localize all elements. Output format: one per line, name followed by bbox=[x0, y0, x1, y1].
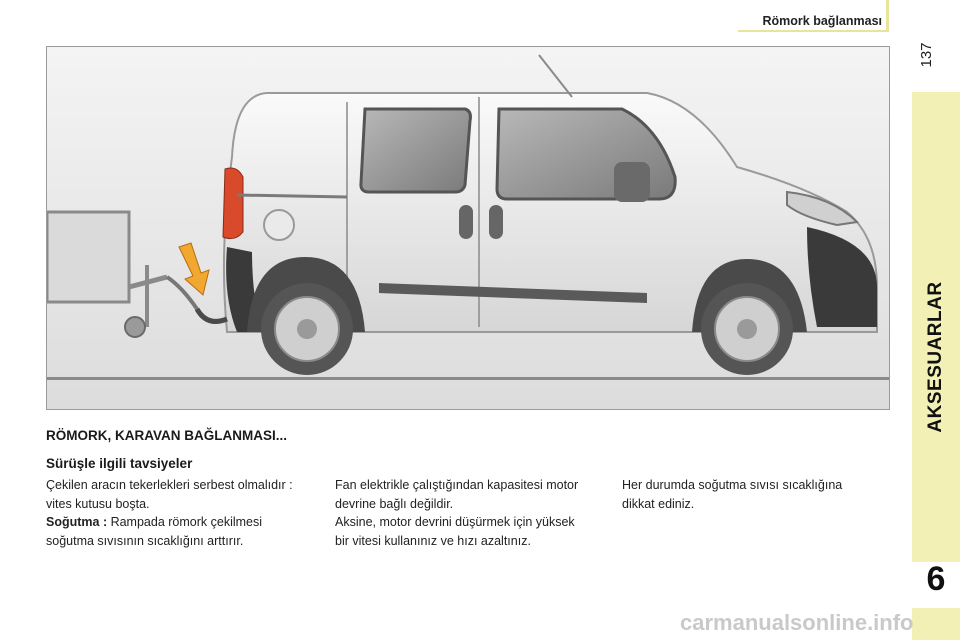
text-column-3 bbox=[622, 476, 882, 513]
chapter-number: 6 bbox=[926, 560, 946, 598]
section-heading: RÖMORK, KARAVAN BAĞLANMASI... bbox=[46, 428, 287, 443]
col3-line2: dikkat ediniz. bbox=[622, 496, 695, 511]
col2-line4: bir vitesi kullanınız ve hızı azaltınız. bbox=[335, 533, 531, 548]
col2-line2: devrine bağlı değildir. bbox=[335, 496, 454, 511]
watermark: carmanualsonline.info bbox=[680, 610, 914, 635]
text-column-2 bbox=[335, 476, 610, 550]
van-illustration-svg bbox=[47, 47, 890, 410]
text-column-1 bbox=[46, 476, 326, 550]
col1-line1: Çekilen aracın tekerlekleri serbest olmalıdır : bbox=[46, 478, 293, 492]
page-header-title: Römork bağlanması bbox=[762, 14, 882, 28]
chapter-side-tab bbox=[912, 92, 960, 640]
van-trailer-illustration bbox=[46, 46, 890, 410]
chapter-tab-label: AKSESUARLAR bbox=[925, 281, 946, 433]
col1-line2: vites kutusu boşta. bbox=[46, 496, 150, 511]
rear-wheel bbox=[261, 283, 353, 375]
page-number: 137 bbox=[918, 42, 935, 68]
cooling-label: Soğutma : bbox=[46, 515, 108, 529]
col1-line4: soğutma sıvısının sıcaklığını arttırır. bbox=[46, 533, 244, 548]
header-bar bbox=[886, 0, 889, 32]
front-wheel bbox=[701, 283, 793, 375]
col1-line3: Rampada römork çekilmesi bbox=[107, 515, 263, 529]
col2-line3: Aksine, motor devrini düşürmek için yüksek bbox=[335, 515, 575, 529]
sub-heading: Sürüşle ilgili tavsiyeler bbox=[46, 456, 193, 471]
col1-line3-wrapper bbox=[46, 513, 326, 532]
col2-line1: Fan elektrikle çalıştığından kapasitesi motor bbox=[335, 478, 579, 492]
header-rule bbox=[738, 30, 886, 32]
col3-line1: Her durumda soğutma sıvısı sıcaklığına bbox=[622, 478, 843, 492]
